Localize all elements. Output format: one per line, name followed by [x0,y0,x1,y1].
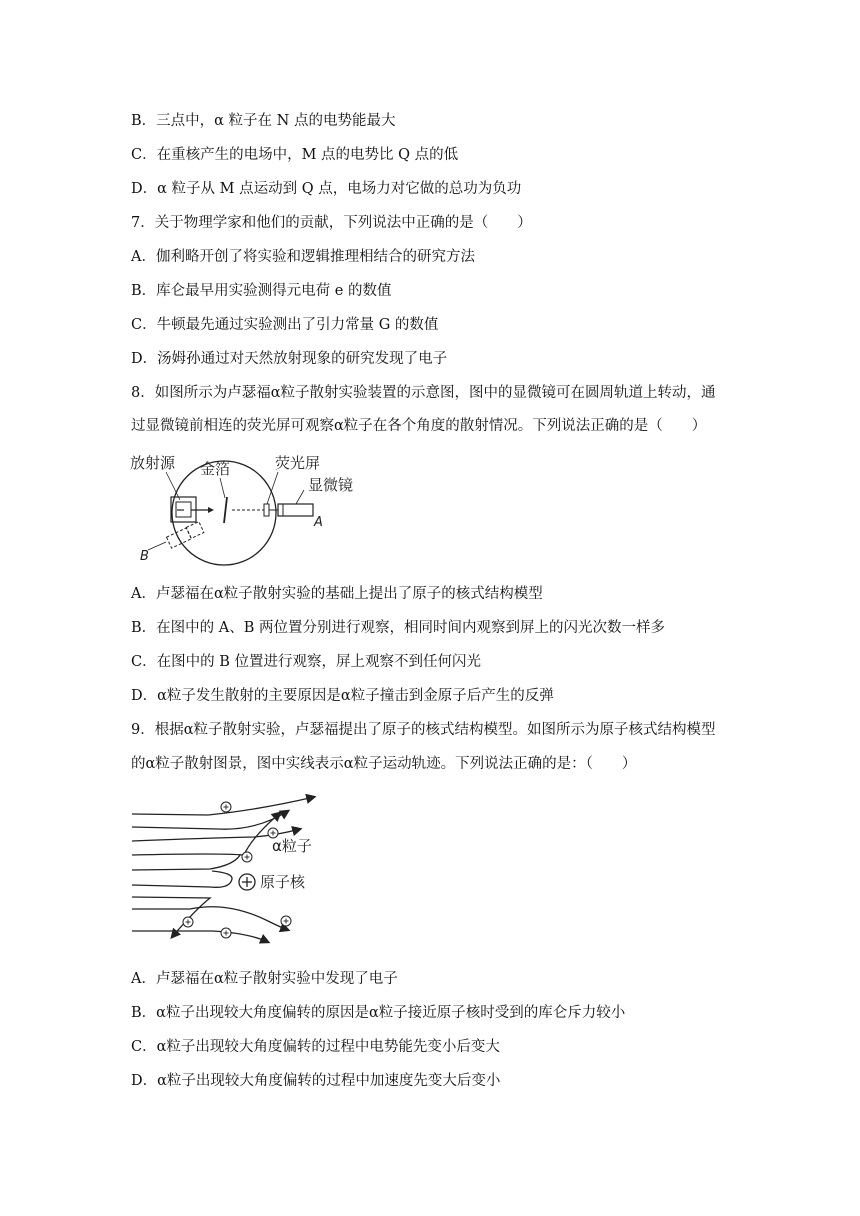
label-screen: 荧光屏 [275,454,321,472]
option-6b: B．三点中，α 粒子在 N 点的电势能最大 [131,113,396,129]
label-microscope: 显微镜 [308,476,354,494]
question-9-line1: 9．根据α粒子散射实验，卢瑟福提出了原子的核式结构模型。如图所示为原子核式结构模型 [131,722,716,738]
label-source: 放射源 [130,454,176,472]
option-7d: D．汤姆孙通过对天然放射现象的研究发现了电子 [131,351,448,367]
option-9a: A．卢瑟福在α粒子散射实验中发现了电子 [131,971,398,987]
option-9c: C．α粒子出现较大角度偏转的过程中电势能先变小后变大 [131,1039,500,1055]
figure-scattering [128,785,328,950]
label-point-b: B [140,549,149,564]
option-7a: A．伽利略开创了将实验和逻辑推理相结合的研究方法 [131,249,475,265]
question-9-line2: 的α粒子散射图景，图中实线表示α粒子运动轨迹。下列说法正确的是：（ ） [131,756,637,772]
label-point-a: A [314,515,323,530]
option-7b: B．库仑最早用实验测得元电荷 e 的数值 [131,283,392,299]
option-9b: B．α粒子出现较大角度偏转的原因是α粒子接近原子核时受到的库仑斥力较小 [131,1005,626,1021]
option-8d: D．α粒子发生散射的主要原因是α粒子撞击到金原子后产生的反弹 [131,688,554,704]
question-8-line1: 8．如图所示为卢瑟福α粒子散射实验装置的示意图，图中的显微镜可在圆周轨道上转动，通 [131,385,716,401]
question-8-line2: 过显微镜前相连的荧光屏可观察α粒子在各个角度的散射情况。下列说法正确的是（ ） [131,418,707,434]
label-alpha-particle: α粒子 [272,837,312,855]
option-9d: D．α粒子出现较大角度偏转的过程中加速度先变大后变小 [131,1073,501,1089]
figure-apparatus [128,450,368,572]
option-8c: C．在图中的 B 位置进行观察，屏上观察不到任何闪光 [131,654,481,670]
option-6c: C．在重核产生的电场中，M 点的电势比 Q 点的低 [131,147,459,163]
option-8b: B．在图中的 A、B 两位置分别进行观察，相同时间内观察到屏上的闪光次数一样多 [131,620,665,636]
option-6d: D．α 粒子从 M 点运动到 Q 点，电场力对它做的总功为负功 [131,181,522,197]
label-nucleus: 原子核 [260,873,306,891]
option-7c: C．牛顿最先通过实验测出了引力常量 G 的数值 [131,317,439,333]
label-foil: 金箔 [200,460,231,478]
question-7: 7．关于物理学家和他们的贡献，下列说法中正确的是（ ） [131,215,532,231]
option-8a: A．卢瑟福在α粒子散射实验的基础上提出了原子的核式结构模型 [131,586,543,602]
